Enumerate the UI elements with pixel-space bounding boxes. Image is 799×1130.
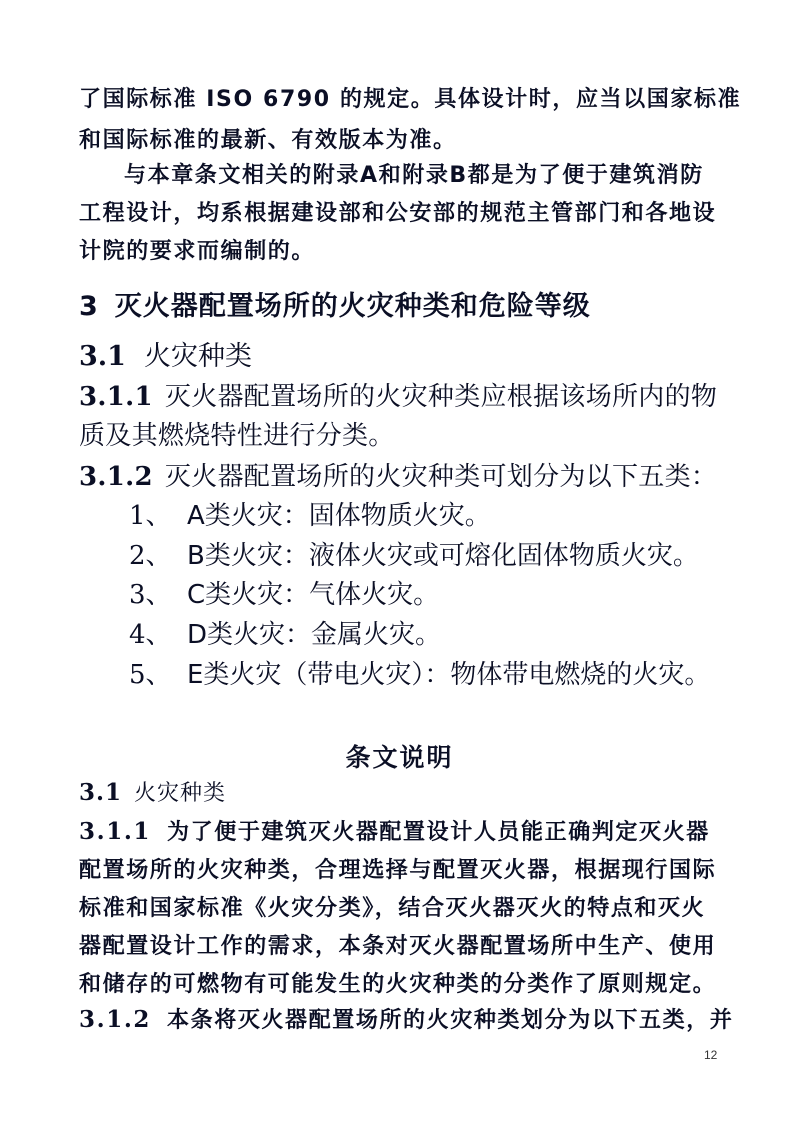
list-item bbox=[129, 535, 699, 572]
list-index: 3、 bbox=[129, 580, 172, 610]
clause-text: 灭火器配置场所的火灾种类应根据该场所内的物 bbox=[164, 382, 718, 412]
chapter-number: 3 bbox=[79, 291, 99, 322]
intro-line-4: 工程设计，均系根据建设部和公安部的规范主管部门和各地设 bbox=[79, 201, 717, 226]
chapter-title: 灭火器配置场所的火灾种类和危险等级 bbox=[114, 291, 591, 322]
intro-line-3: 与本章条文相关的附录A和附录B都是为了便于建筑消防 bbox=[124, 163, 704, 188]
explanation-line-1 bbox=[79, 815, 710, 846]
explanation-line-4: 器配置设计工作的需求，本条对灭火器配置场所中生产、使用 bbox=[79, 934, 717, 959]
list-index: 1、 bbox=[129, 501, 172, 531]
clause-3-1-1-line-2: 质及其燃烧特性进行分类。 bbox=[79, 421, 395, 451]
section-number: 3.1 bbox=[79, 341, 126, 372]
clause-number: 3.1.1 bbox=[79, 382, 153, 412]
explanation-heading: 条文说明 bbox=[345, 743, 454, 772]
intro-line-5: 计院的要求而编制的。 bbox=[79, 239, 316, 264]
intro-line-2: 和国际标准的最新、有效版本为准。 bbox=[79, 128, 457, 153]
intro-line-1: 了国际标准 ISO 6790 的规定。具体设计时，应当以国家标准 bbox=[79, 87, 742, 112]
list-text: E类火灾（带电火灾）：物体带电燃烧的火灾。 bbox=[187, 660, 711, 690]
list-text: A类火灾：固体物质火灾。 bbox=[187, 501, 491, 531]
explanation-line-3: 标准和国家标准《火灾分类》，结合灭火器灭火的特点和灭火 bbox=[79, 896, 706, 921]
clause-number: 3.1.2 bbox=[79, 1006, 152, 1033]
list-index: 5、 bbox=[129, 660, 172, 690]
explanation-line-2: 配置场所的火灾种类，合理选择与配置灭火器，根据现行国际 bbox=[79, 858, 717, 883]
clause-text: 本条将灭火器配置场所的火灾种类划分为以下五类，并 bbox=[167, 1008, 734, 1033]
list-index: 2、 bbox=[129, 541, 172, 571]
list-item bbox=[129, 495, 491, 532]
page-number: 12 bbox=[704, 1048, 718, 1062]
clause-3-1-1-line-1 bbox=[79, 376, 717, 413]
list-text: D类火灾：金属火灾。 bbox=[187, 620, 442, 650]
explanation-line-5: 和储存的可燃物有可能发生的火灾种类的分类作了原则规定。 bbox=[79, 972, 717, 997]
section-heading bbox=[79, 334, 252, 373]
clause-number: 3.1.2 bbox=[79, 462, 153, 492]
explanation-section-heading bbox=[79, 776, 226, 807]
list-item bbox=[129, 654, 710, 691]
clause-text: 灭火器配置场所的火灾种类可划分为以下五类： bbox=[164, 462, 718, 492]
chapter-heading bbox=[79, 284, 591, 323]
section-title: 火灾种类 bbox=[134, 781, 227, 806]
clause-number: 3.1.1 bbox=[79, 818, 152, 845]
list-item bbox=[129, 574, 439, 611]
list-item bbox=[129, 614, 441, 651]
list-index: 4、 bbox=[129, 620, 172, 650]
section-title: 火灾种类 bbox=[143, 341, 252, 372]
explanation-clause-3-1-2 bbox=[79, 1003, 733, 1034]
list-text: B类火灾：液体火灾或可熔化固体物质火灾。 bbox=[187, 541, 699, 571]
section-number: 3.1 bbox=[79, 779, 123, 806]
list-text: C类火灾：气体火灾。 bbox=[187, 580, 440, 610]
clause-3-1-2-line-1 bbox=[79, 456, 717, 493]
clause-text: 为了便于建筑灭火器配置设计人员能正确判定灭火器 bbox=[167, 820, 710, 845]
